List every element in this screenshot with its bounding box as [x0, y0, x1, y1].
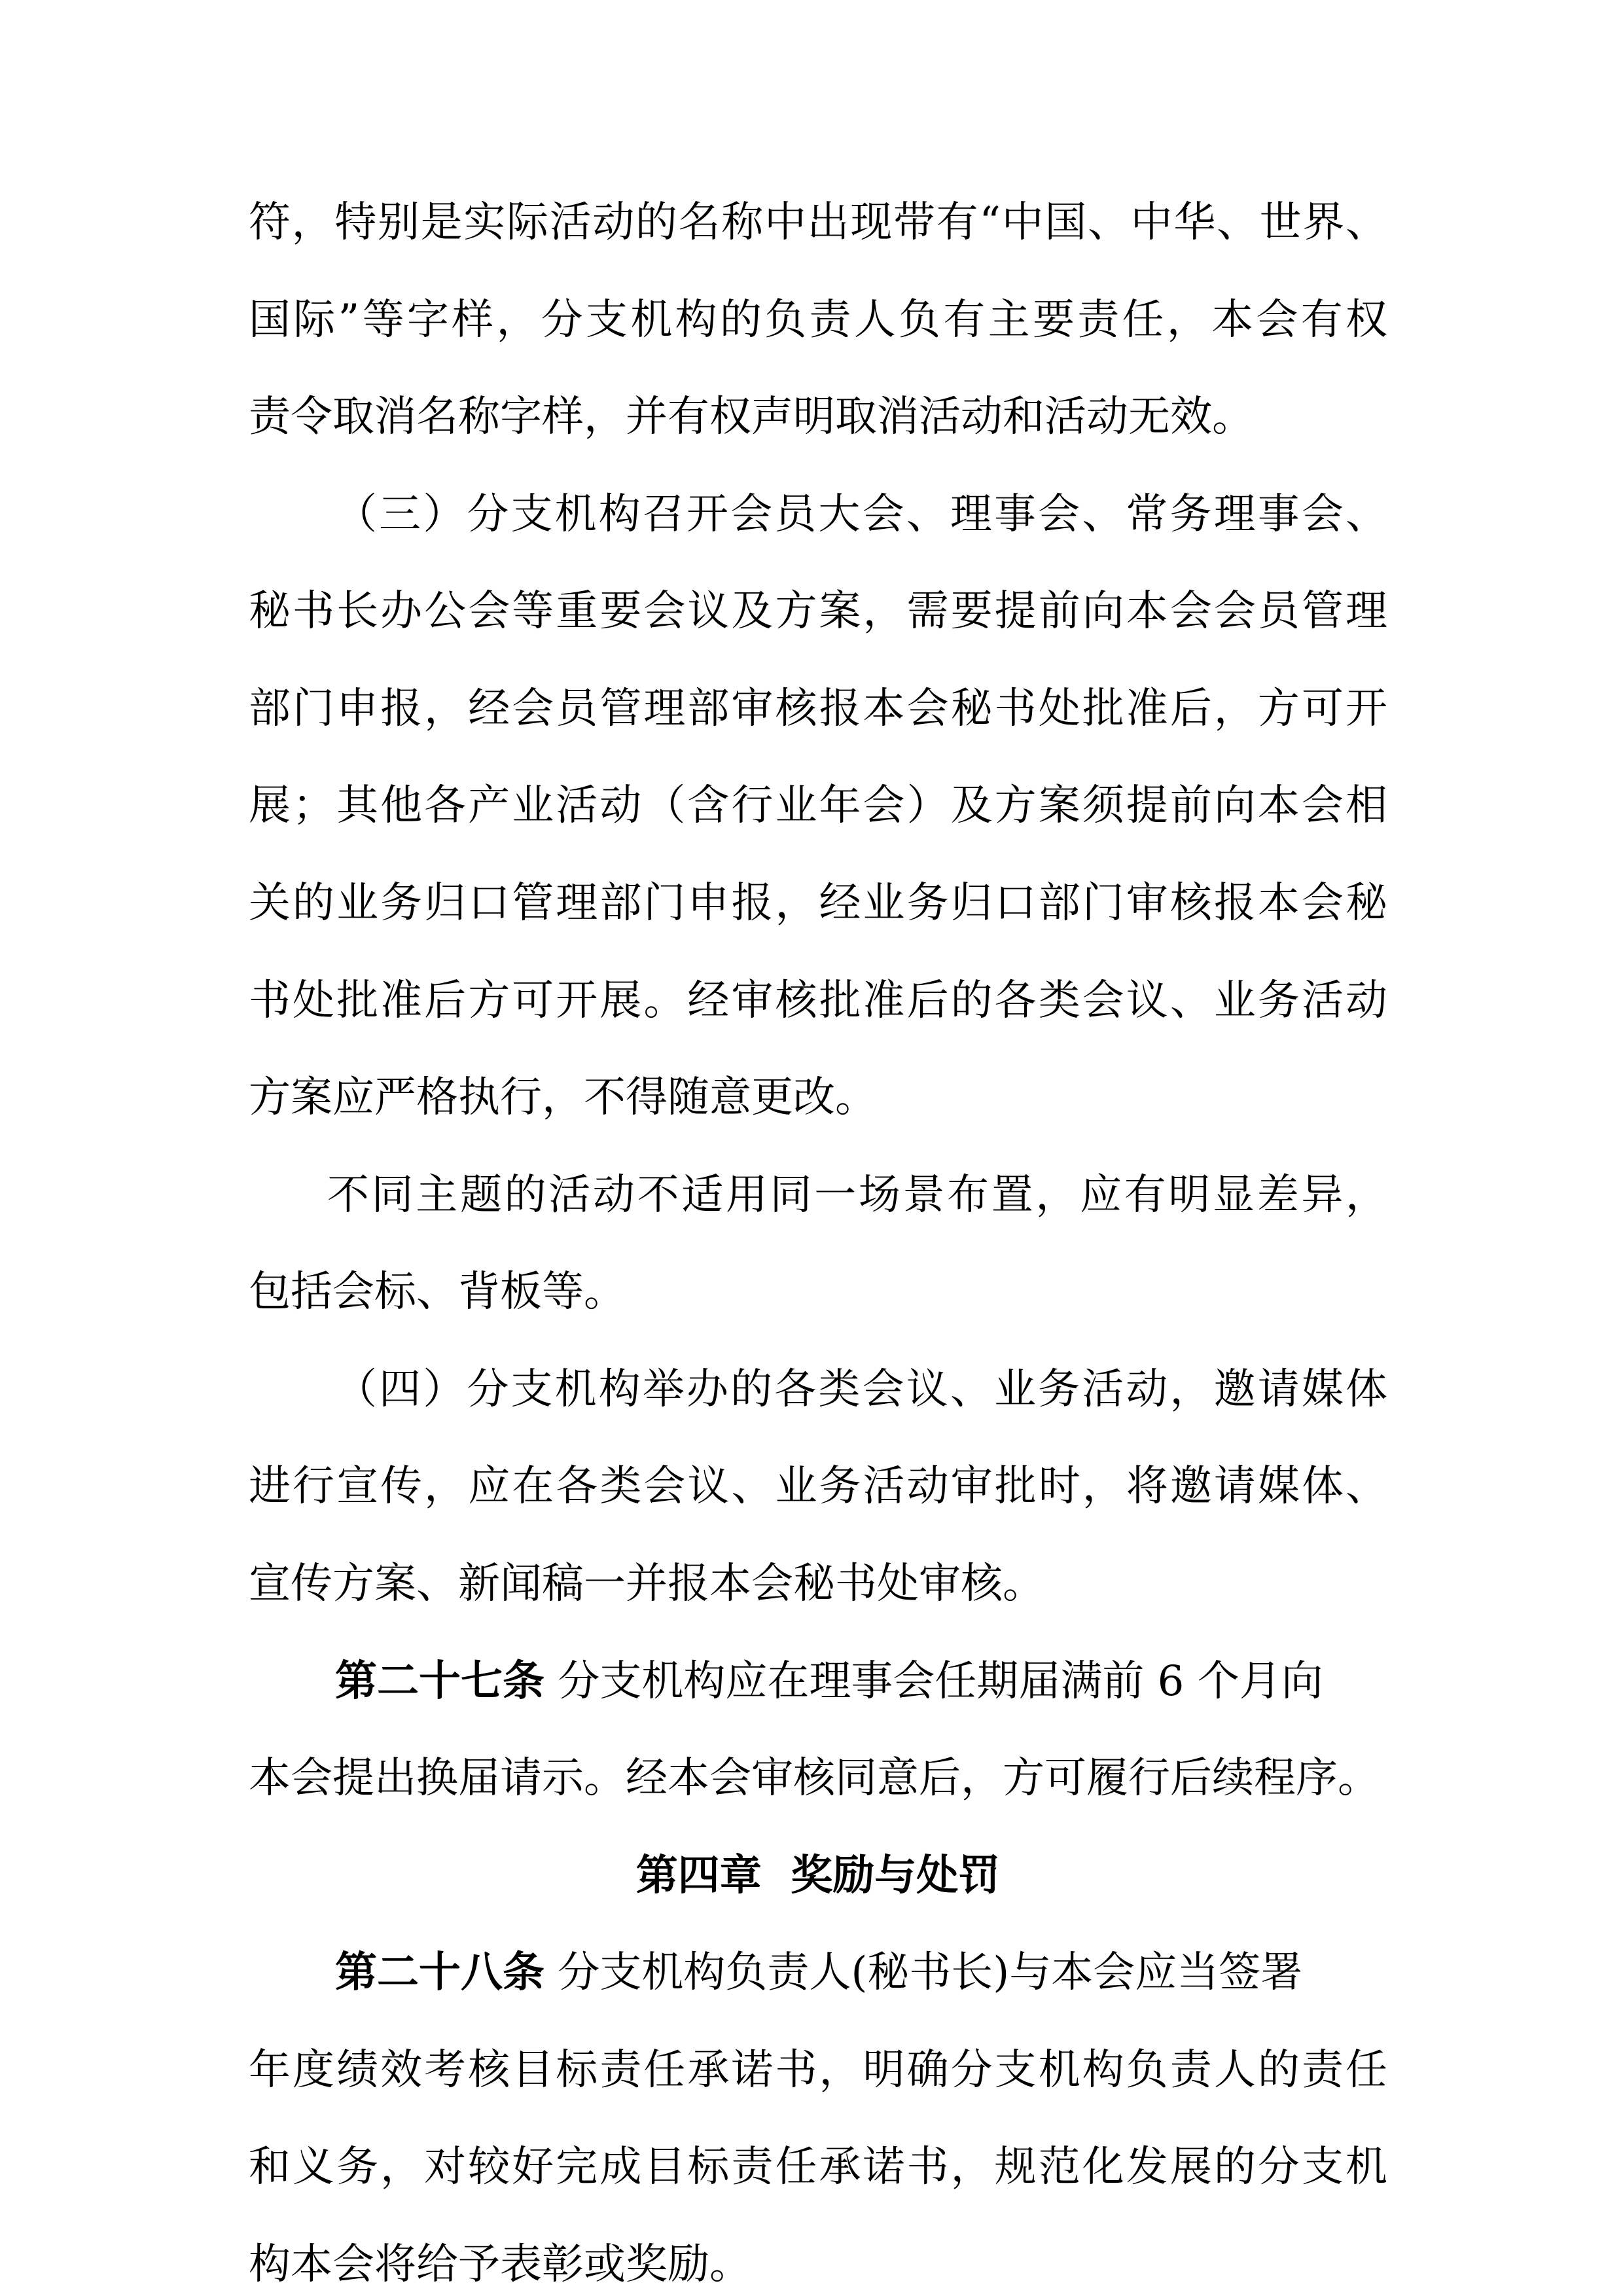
- article-line: [335, 1655, 1387, 1708]
- text-line: 和义务，对较好完成目标责任承诺书，规范化发展的分支机: [249, 2143, 1387, 2191]
- text-line: 秘书长办公会等重要会议及方案，需要提前向本会会员管理: [249, 587, 1387, 636]
- text-line: 年度绩效考核目标责任承诺书，明确分支机构负责人的责任: [249, 2046, 1387, 2094]
- text-line: 责令取消名称字样，并有权声明取消活动和活动无效。: [249, 393, 1254, 441]
- text-line: 本会提出换届请示。经本会审核同意后，方可履行后续程序。: [249, 1754, 1380, 1803]
- text-line: （三）分支机构召开会员大会、理事会、常务理事会、: [335, 490, 1387, 539]
- article-number: 第二十八条: [335, 1948, 544, 1997]
- text-line: 部门申报，经会员管理部审核报本会秘书处批准后，方可开: [249, 685, 1387, 733]
- text-line: 书处批准后方可开展。经审核批准后的各类会议、业务活动: [249, 977, 1387, 1025]
- article-number: 第二十七条: [335, 1657, 544, 1706]
- text-line: 包括会标、背板等。: [249, 1268, 626, 1316]
- text-line: 构本会将给予表彰或奖励。: [249, 2240, 751, 2289]
- article-text: 分支机构负责人(秘书长)与本会应当签署: [544, 1948, 1303, 1997]
- text-line: 宣传方案、新闻稿一并报本会秘书处审核。: [249, 1560, 1044, 1608]
- text-line: 展；其他各产业活动（含行业年会）及方案须提前向本会相: [249, 781, 1387, 830]
- text-line: （四）分支机构举办的各类会议、业务活动，邀请媒体: [335, 1365, 1387, 1414]
- text-line: 符，特别是实际活动的名称中出现带有“中国、中华、世界、: [249, 198, 1387, 247]
- text-line: 方案应严格执行，不得随意更改。: [249, 1073, 877, 1122]
- text-line: 不同主题的活动不适用同一场景布置，应有明显差异，: [327, 1171, 1387, 1219]
- text-line: 国际”等字样，分支机构的负责人负有主要责任，本会有权: [249, 296, 1387, 344]
- article-text: 分支机构应在理事会任期届满前 6 个月向: [544, 1657, 1323, 1706]
- chapter-heading: 第四章 奖励与处罚: [635, 1852, 1001, 1900]
- text-line: 进行宣传，应在各类会议、业务活动审批时，将邀请媒体、: [249, 1462, 1387, 1511]
- text-line: 关的业务归口管理部门申报，经业务归口部门审核报本会秘: [249, 879, 1387, 927]
- article-line: [335, 1946, 1387, 1999]
